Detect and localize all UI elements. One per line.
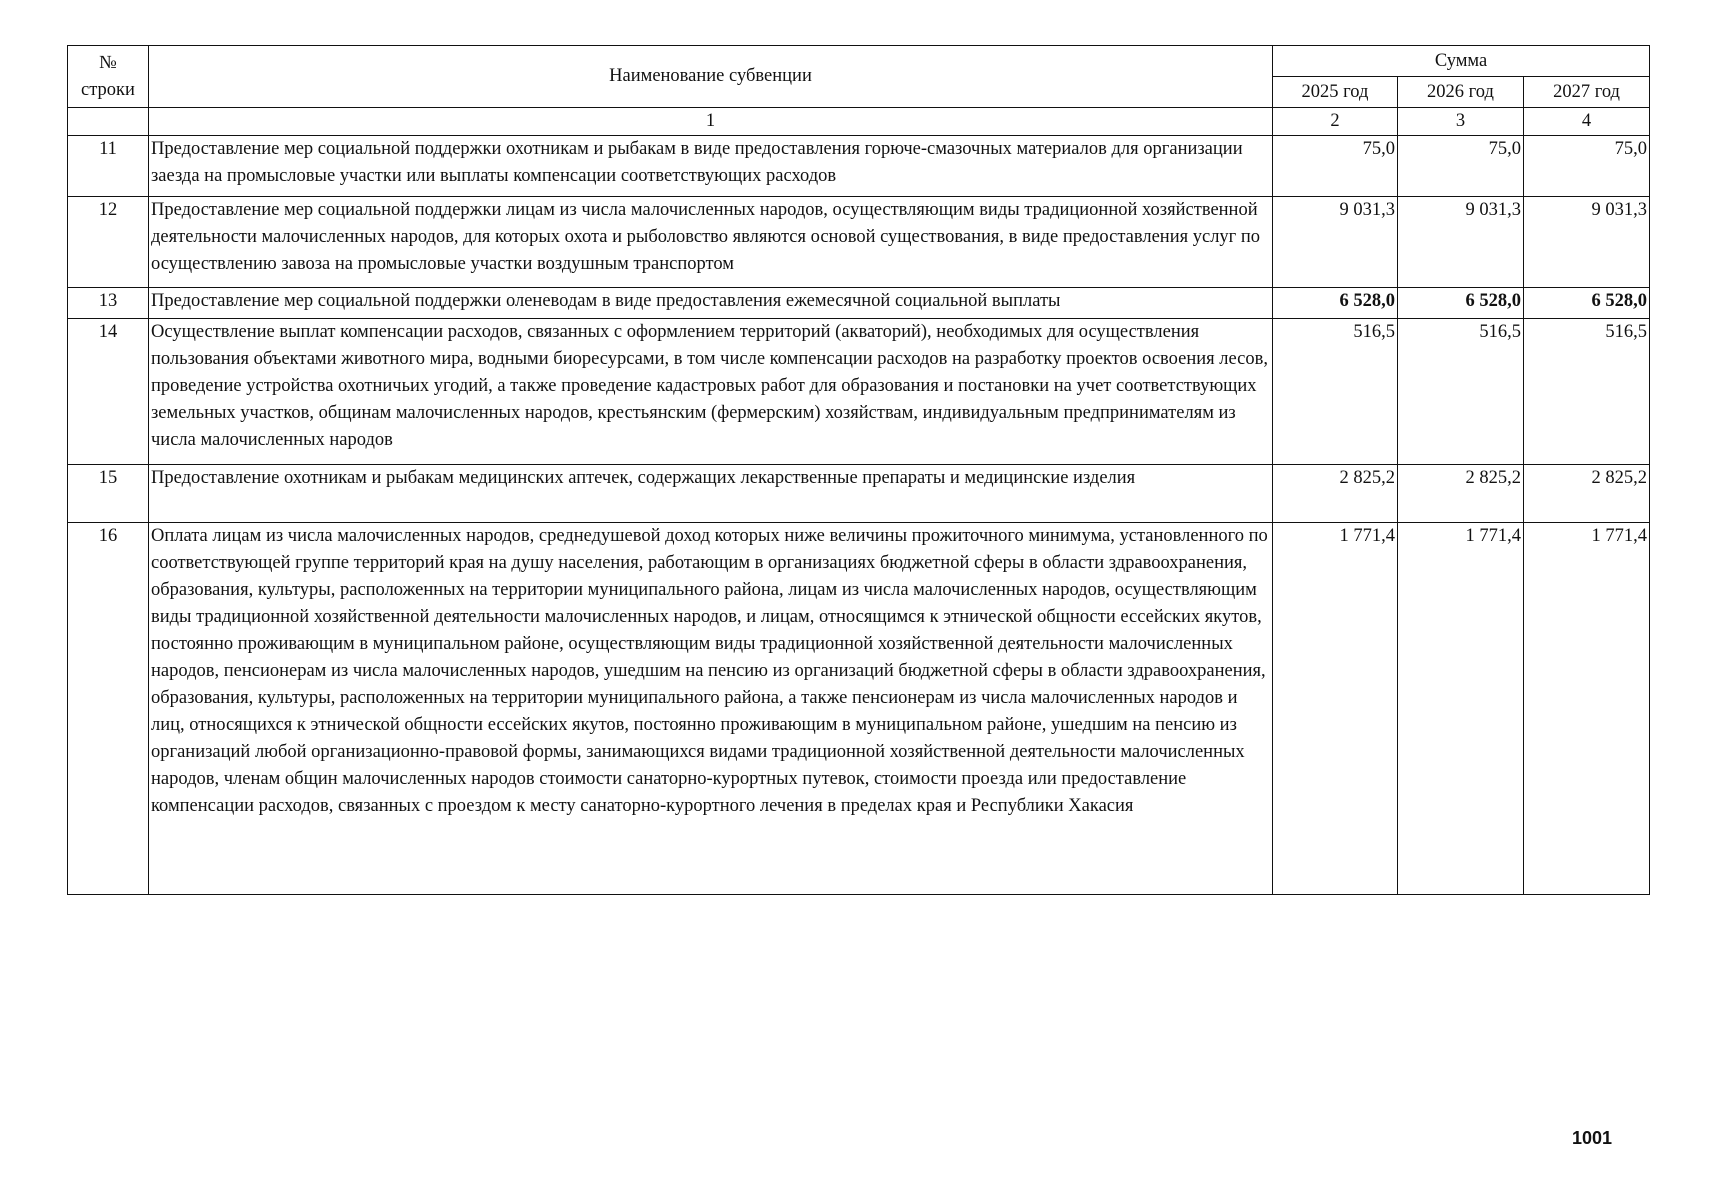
subvention-name: Предоставление мер социальной поддержки оленеводам в виде предоставления ежемесячной социальной выплаты — [149, 288, 1273, 319]
row-number: 15 — [68, 465, 149, 523]
value-2027: 1 771,4 — [1524, 523, 1650, 895]
table-row — [68, 523, 1650, 895]
subvention-name: Предоставление охотникам и рыбакам медицинских аптечек, содержащих лекарственные препараты и медицинские изделия — [149, 465, 1273, 523]
subvention-name: Осуществление выплат компенсации расходов, связанных с оформлением территорий (акваторий), необходимых для осуществления пользования объектами животного мира, водными биоресурсами, в том числе компенсации расходов на разработку проектов освоения лесов, проведение устройства охотничьих угодий, а также проведение кадастровых работ для образования и постановки на учет соответствующих земельных участков, общинам малочисленных народов, крестьянским (фермерским) хозяйствам, индивидуальным предпринимателям из числа малочисленных народов — [149, 319, 1273, 465]
subvention-name: Оплата лицам из числа малочисленных народов, среднедушевой доход которых ниже величины прожиточного минимума, установленного по соответствующей группе территорий края на душу населения, работающим в организациях бюджетной сферы в области здравоохранения, образования, культуры, расположенных на территории муниципального района, лицам из числа малочисленных народов, осуществляющим виды традиционной хозяйственной деятельности малочисленных народов, и лицам, относящимся к этнической общности ессейских якутов, постоянно проживающим в муниципальном районе, осуществляющим виды традиционной хозяйственной деятельности малочисленных народов, пенсионерам из числа малочисленных народов, ушедшим на пенсию из организаций бюджетной сферы в области здравоохранения, образования, культуры, расположенных на территории муниципального района, а также пенсионерам из числа малочисленных народов и лиц, относящихся к этнической общности ессейских якутов, постоянно проживающим в муниципальном районе, ушедшим на пенсию из организаций любой организационно-правовой формы, занимающихся видами традиционной хозяйственной деятельности малочисленных народов, членам общин малочисленных народов стоимости санаторно-курортных путевок, стоимости проезда или предоставление компенсации расходов, связанных с проездом к месту санаторно-курортного лечения в пределах края и Республики Хакасия — [149, 523, 1273, 895]
value-2025: 9 031,3 — [1273, 197, 1398, 288]
table-row — [68, 319, 1650, 465]
row-number: 13 — [68, 288, 149, 319]
value-2026: 6 528,0 — [1398, 288, 1524, 319]
column-index-3: 3 — [1398, 108, 1524, 136]
value-2025: 75,0 — [1273, 136, 1398, 197]
row-number: 12 — [68, 197, 149, 288]
value-2027: 2 825,2 — [1524, 465, 1650, 523]
column-index-4: 4 — [1524, 108, 1650, 136]
header-sum: Сумма — [1273, 46, 1650, 77]
value-2026: 9 031,3 — [1398, 197, 1524, 288]
row-number: 11 — [68, 136, 149, 197]
column-index-1: 1 — [149, 108, 1273, 136]
subvention-table — [67, 45, 1650, 895]
value-2027: 6 528,0 — [1524, 288, 1650, 319]
table-row — [68, 197, 1650, 288]
value-2025: 6 528,0 — [1273, 288, 1398, 319]
header-year-2026: 2026 год — [1398, 77, 1524, 108]
value-2026: 75,0 — [1398, 136, 1524, 197]
header-row-number-label: № строки — [81, 52, 135, 100]
value-2025: 2 825,2 — [1273, 465, 1398, 523]
page-number: 1001 — [1572, 1128, 1613, 1148]
value-2026: 2 825,2 — [1398, 465, 1524, 523]
row-number: 14 — [68, 319, 149, 465]
table-row — [68, 465, 1650, 523]
column-index-2: 2 — [1273, 108, 1398, 136]
table-row — [68, 288, 1650, 319]
value-2027: 75,0 — [1524, 136, 1650, 197]
subvention-name: Предоставление мер социальной поддержки лицам из числа малочисленных народов, осуществляющим виды традиционной хозяйственной деятельности малочисленных народов, для которых охота и рыболовство являются основой существования, в виде предоставления услуг по осуществлению завоза на промысловые участки воздушным транспортом — [149, 197, 1273, 288]
value-2025: 516,5 — [1273, 319, 1398, 465]
value-2026: 516,5 — [1398, 319, 1524, 465]
table-row — [68, 136, 1650, 197]
value-2025: 1 771,4 — [1273, 523, 1398, 895]
header-year-2027: 2027 год — [1524, 77, 1650, 108]
column-index-0 — [68, 108, 149, 136]
header-subvention-name: Наименование субвенции — [149, 46, 1273, 108]
header-year-2025: 2025 год — [1273, 77, 1398, 108]
subvention-name: Предоставление мер социальной поддержки охотникам и рыбакам в виде предоставления горюче-смазочных материалов для организации заезда на промысловые участки или выплаты компенсации соответствующих расходов — [149, 136, 1273, 197]
header-row-number — [68, 46, 149, 108]
value-2027: 9 031,3 — [1524, 197, 1650, 288]
row-number: 16 — [68, 523, 149, 895]
value-2027: 516,5 — [1524, 319, 1650, 465]
value-2026: 1 771,4 — [1398, 523, 1524, 895]
